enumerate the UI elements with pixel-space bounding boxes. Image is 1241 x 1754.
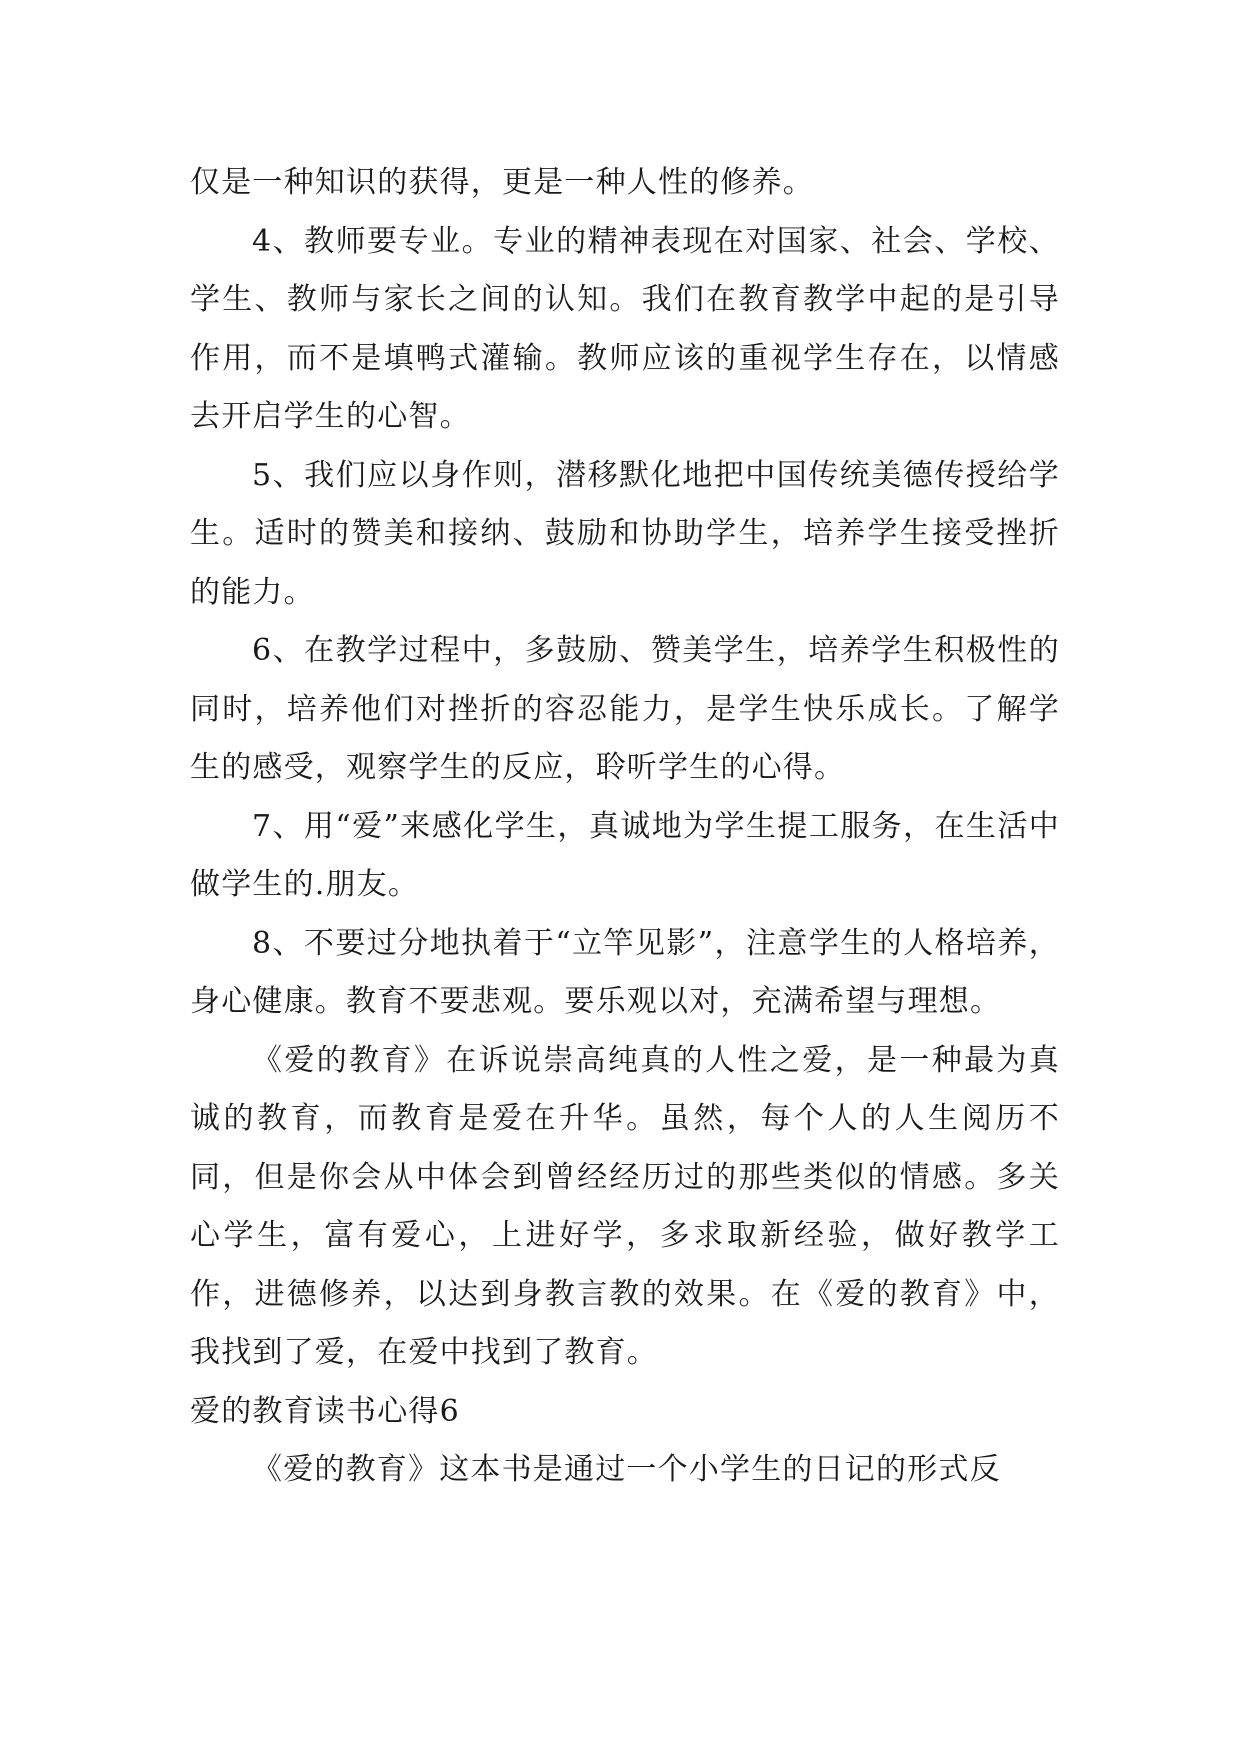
paragraph-point-5: 5、我们应以身作则，潜移默化地把中国传统美德传授给学生。适时的赞美和接纳、鼓励和协助学生，培养学生接受挫折的能力。 (190, 457, 1060, 610)
paragraph-point-4: 4、教师要专业。专业的精神表现在对国家、社会、学校、学生、教师与家长之间的认知。我们在教育教学中起的是引导作用，而不是填鸭式灌输。教师应该的重视学生存在，以情感去开启学生的心智。 (190, 223, 1060, 434)
section-heading: 爱的教育读书心得6 (190, 1393, 460, 1429)
paragraph-point-7: 7、用“爱”来感化学生，真诚地为学生提工服务，在生活中做学生的.朋友。 (190, 808, 1060, 902)
paragraph-point-6: 6、在教学过程中，多鼓励、赞美学生，培养学生积极性的同时，培养他们对挫折的容忍能力，是学生快乐成长。了解学生的感受，观察学生的反应，聆听学生的心得。 (190, 633, 1060, 785)
paragraph-summary: 《爱的教育》在诉说崇高纯真的人性之爱，是一种最为真诚的教育，而教育是爱在升华。虽然，每个人的人生阅历不同，但是你会从中体会到曾经经历过的那些类似的情感。多关心学生，富有爱心，上进好学，多求取新经验，做好教学工作，进德修养，以达到身教言教的效果。在《爱的教育》中，我找到了爱，在爱中找到了教育。 (190, 1042, 1060, 1370)
paragraph-point-8: 8、不要过分地执着于“立竿见影”，注意学生的人格培养，身心健康。教育不要悲观。要乐观以对，充满希望与理想。 (190, 925, 1060, 1019)
document-body (190, 154, 1060, 1500)
paragraph-1: 仅是一种知识的获得，更是一种人性的修养。 (190, 165, 814, 200)
paragraph-next-section: 《爱的教育》这本书是通过一个小学生的日记的形式反 (252, 1452, 1001, 1487)
